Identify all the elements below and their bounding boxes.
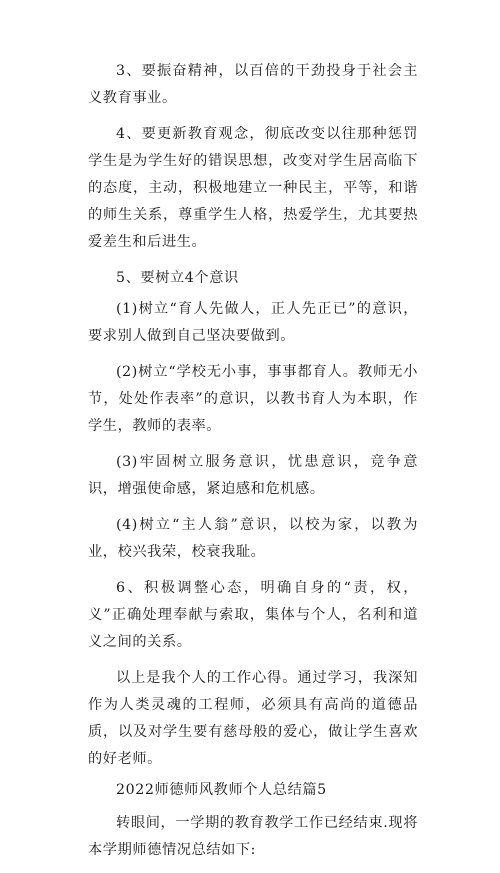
paragraph-conclusion: 以上是我个人的工作心得。通过学习，我深知作为人类灵魂的工程师，必须具有高尚的道德品质，以及对学生要有慈母般的爱心，做让学生喜欢的好老师。	[88, 670, 418, 767]
document-page	[88, 58, 418, 873]
paragraph-point-3: 3、要振奋精神，以百倍的干劲投身于社会主义教育事业。	[88, 63, 418, 106]
paragraph-closing: 转眼间，一学期的教育教学工作已经结束.现将本学期师德情况总结如下:	[88, 815, 418, 858]
paragraph-awareness-3: (3)牢固树立服务意识，忧患意识，竞争意识，增强使命感，紧迫感和危机感。	[88, 454, 418, 497]
paragraph-point-4: 4、要更新教育观念，彻底改变以往那种惩罚学生是为学生好的错误思想，改变对学生居高临下的态度，主动，积极地建立一种民主，平等，和谐的师生关系，尊重学生人格，热爱学生，尤其要热爱差生和后进生。	[88, 126, 418, 250]
section-title: 2022师德师风教师个人总结篇5	[116, 782, 327, 798]
paragraph-point-5-heading: 5、要树立4个意识	[116, 270, 239, 286]
paragraph-awareness-4: (4)树立“主人翁”意识，以校为家，以教为业，校兴我荣，校衰我耻。	[88, 517, 418, 560]
paragraph-awareness-2: (2)树立“学校无小事，事事都育人。教师无小节，处处作表率”的意识，以教书育人为本职，作学生，教师的表率。	[88, 364, 418, 434]
paragraph-point-6: 6、积极调整心态，明确自身的“责，权，义”正确处理奉献与索取，集体与个人，名利和道义之间的关系。	[88, 580, 418, 650]
paragraph-awareness-1: (1)树立“育人先做人，正人先正已”的意识，要求别人做到自己坚决要做到。	[88, 301, 418, 344]
